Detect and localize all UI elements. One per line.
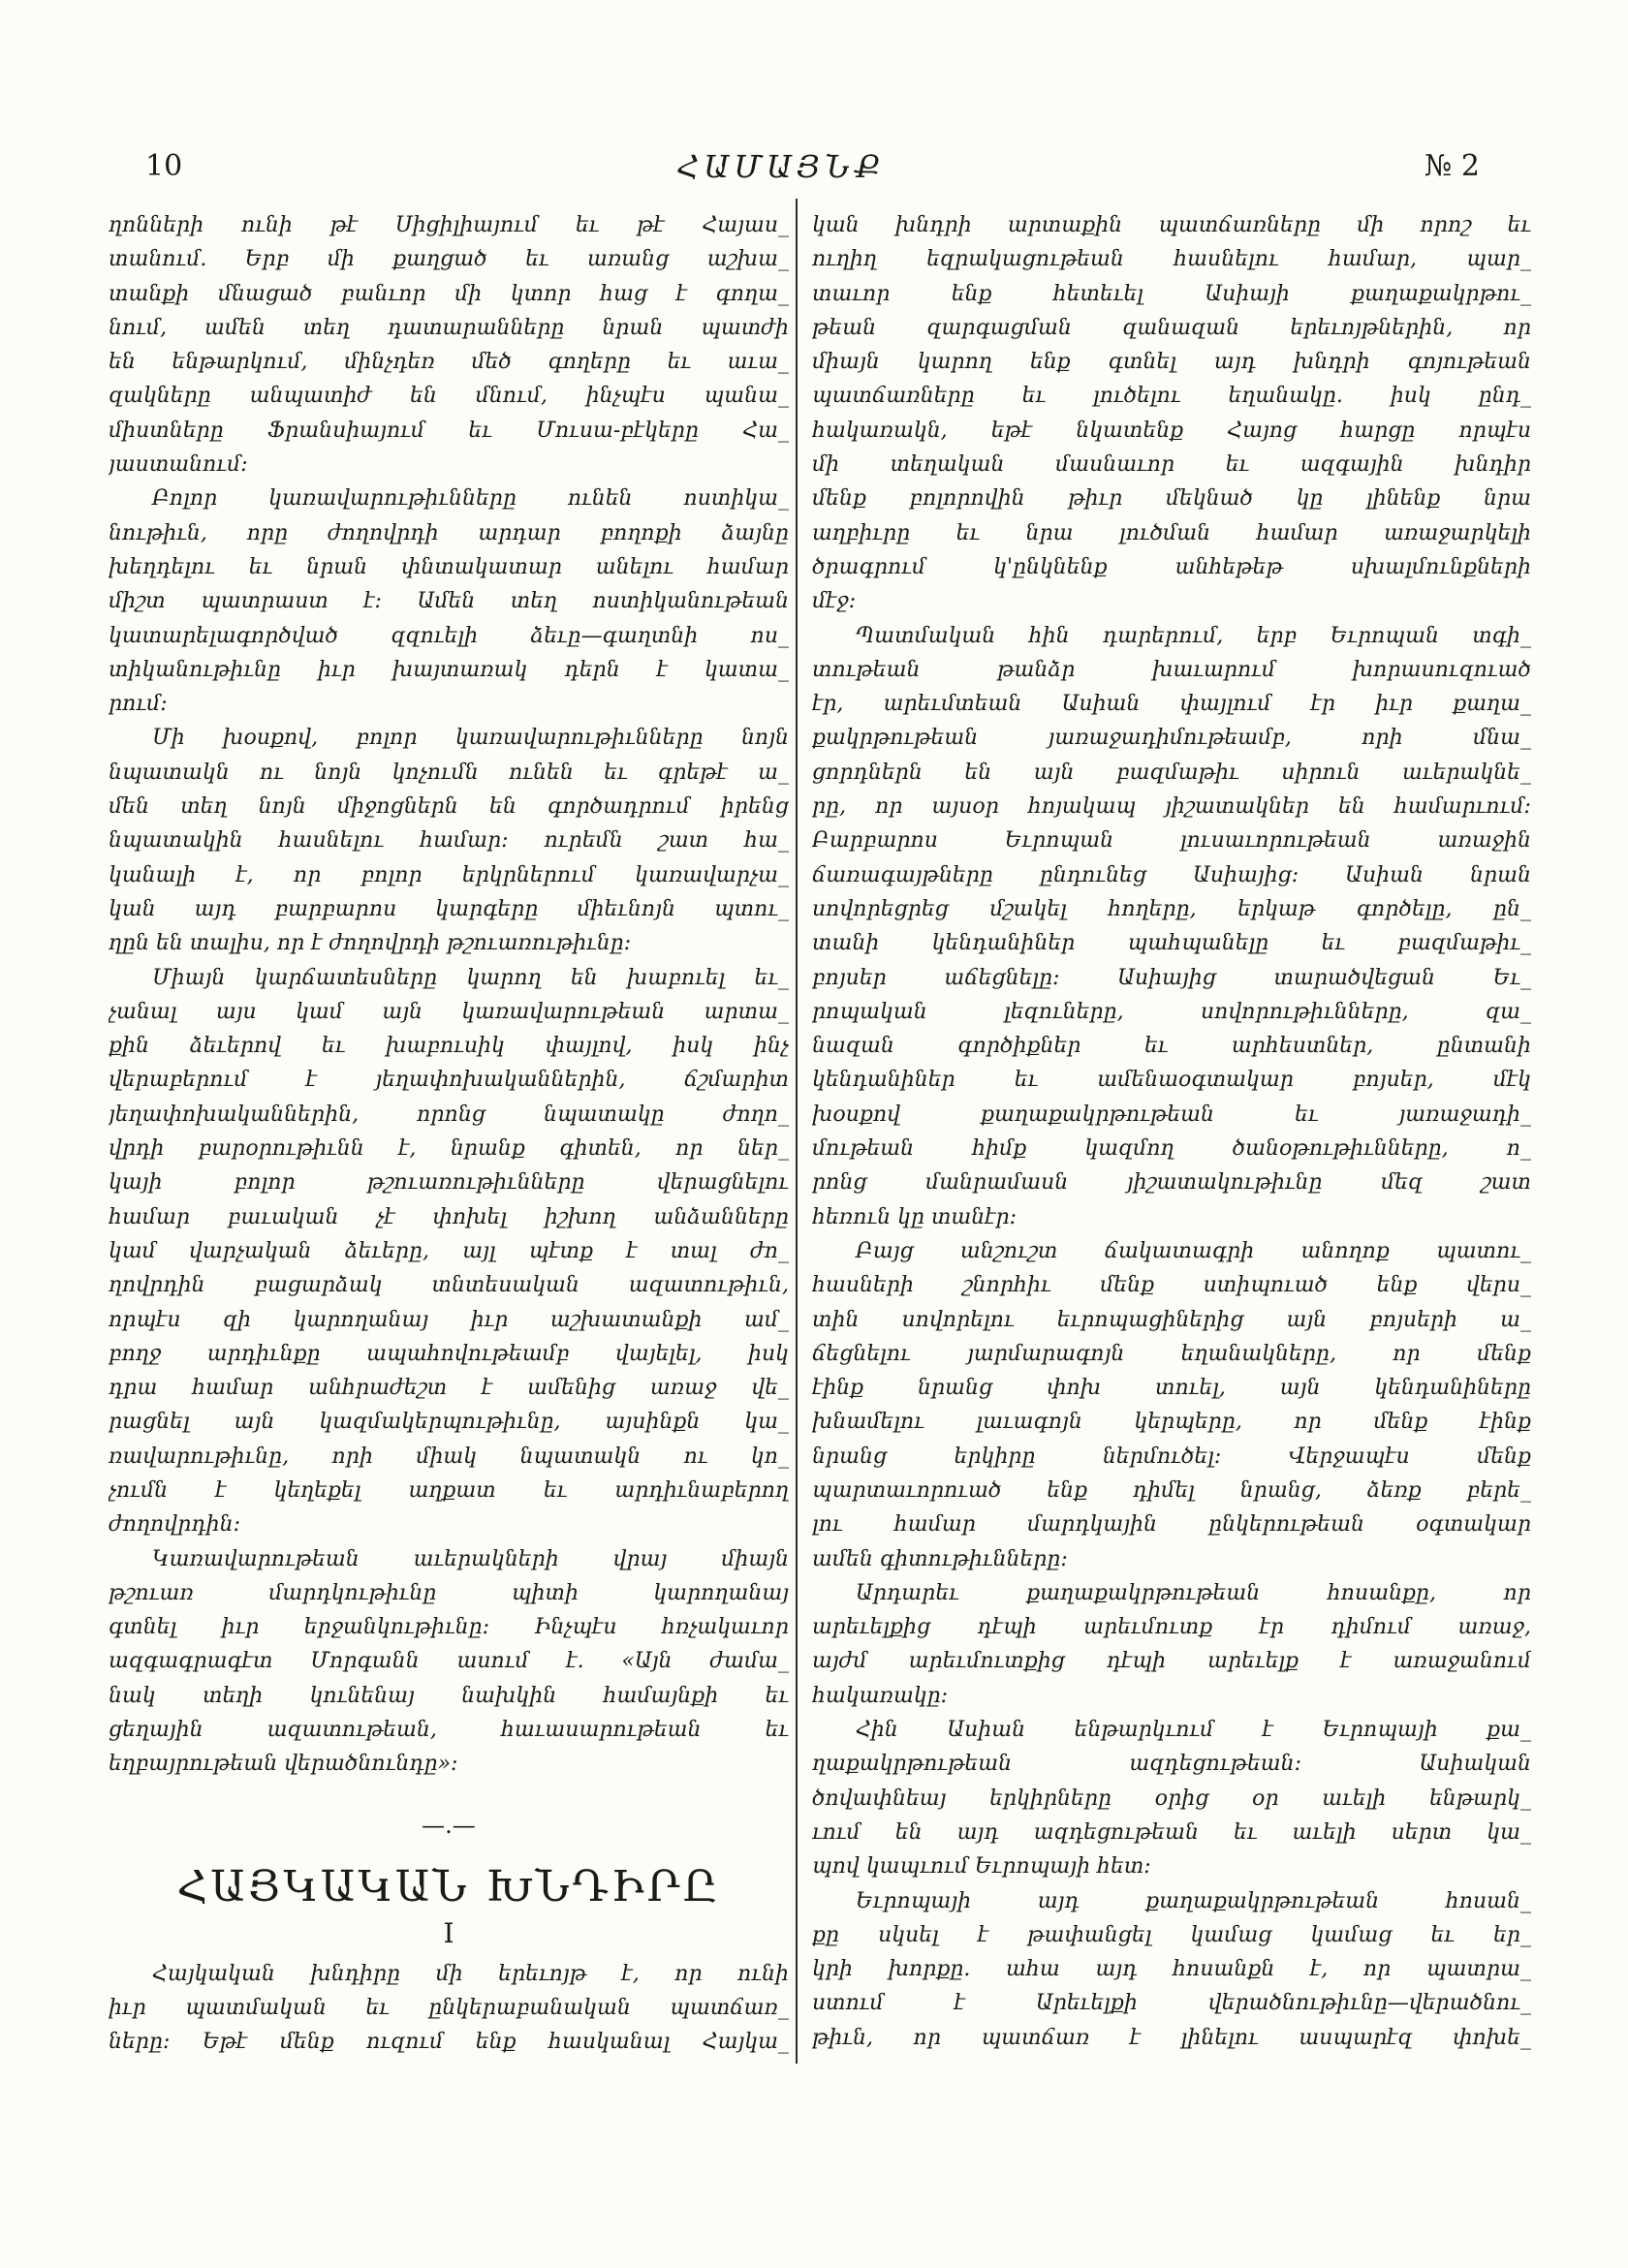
text-line: ծրագրում կ'ընկնենք անհեթեթ սխալմունքների (812, 554, 1531, 579)
text-line: րը, որ այսօր հոյակապ յիշատակներ են համարւում։ (812, 794, 1531, 820)
text-line: հակառակը։ (812, 1683, 949, 1708)
text-line: կրի խորքը. ահա այդ հոսանքն է, որ պատրա_ (812, 1957, 1531, 1982)
text-line: նրանց երկիրը ներմուծել։ Վերջապէս մենք (812, 1444, 1531, 1469)
right-column (812, 208, 1531, 2055)
text-line: մէջ։ (812, 589, 857, 614)
text-line: ցորդներն են այն բազմաթիւ սիրուն աւերակնե_ (812, 760, 1531, 785)
paragraph (812, 1713, 1531, 1883)
article-part-number: I (443, 1916, 454, 1949)
text-line: կամ վարչական ձեւերը, այլ պէտք է տալ ժո_ (109, 1238, 789, 1263)
text-line: թիւն, որ պատճառ է լինելու ասպարէզ փոխե_ (812, 2025, 1531, 2050)
text-line: Հին Ասիան ենթարկւում է Եւրոպայի քա_ (856, 1718, 1531, 1743)
text-line: այժմ արեւմուտքից դէպի արեւելք է առաջանում (812, 1649, 1531, 1674)
text-line: գտնել իւր երջանկութիւնը։ Ինչպէս հռչակաւոր (109, 1615, 789, 1640)
text-line: կատարելագործված զզուելի ձեւը—գաղտնի ոս_ (109, 623, 789, 648)
paragraph (109, 1542, 789, 1782)
text-line: միստները Ֆրանսիայում եւ Մուսա-բէկերը Հա_ (109, 418, 789, 443)
text-line: ւում են այդ ազդեցութեան եւ աւելի սերտ կա_ (812, 1819, 1531, 1845)
text-line: Եւրոպայի այդ քաղաքակրթութեան հոսան_ (856, 1888, 1531, 1913)
text-line: Կառավարութեան աւերակների վրայ միայն (152, 1546, 789, 1571)
text-line: տանում. Երբ մի քաղցած եւ առանց աշխա_ (109, 247, 789, 272)
left-column (109, 208, 789, 2060)
text-line: Պատմական հին դարերում, երբ Եւրոպան տգի_ (856, 623, 1531, 648)
text-line: դրա համար անհրաժեշտ է ամենից առաջ վե_ (109, 1376, 789, 1401)
text-line: ցեղային ազատութեան, հաւասարութեան եւ (109, 1718, 789, 1743)
text-line: աղբիւրը եւ նրա լուծման համար առաջարկելի (812, 520, 1531, 545)
text-line: չանալ այս կամ այն կառավարութեան արտա_ (109, 999, 789, 1024)
text-line: ճառագայթները ընդունեց Ասիայից։ Ասիան նրան (812, 862, 1531, 887)
text-line: նութիւն, որը ժողովրդի արդար բողոքի ձայնը (109, 520, 789, 545)
text-line: համար բաւական չէ փոխել իշխող անձանները (109, 1204, 789, 1229)
text-line: սովորեցրեց մշակել հողերը, երկաթ գործելը, ըն_ (812, 896, 1531, 921)
text-line: րացնել այն կազմակերպութիւնը, այսինքն կա_ (109, 1410, 789, 1435)
text-line: քակրթութեան յառաջադիմութեամբ, որի մնա_ (812, 726, 1531, 751)
text-line: խօսքով քաղաքակրթութեան եւ յառաջադի_ (812, 1102, 1531, 1127)
text-line: խեղդելու եւ նրան փնտակատար անելու համար (109, 554, 789, 579)
text-line: նում, ամեն տեղ դատարանները նրան պատժի (109, 315, 789, 340)
paragraph (109, 961, 789, 1542)
text-line: են ենթարկում, մինչդեռ մեծ գողերը եւ աւա_ (109, 350, 789, 375)
text-line: ները։ Եթէ մենք ուզում ենք հասկանալ Հայկա_ (109, 2030, 789, 2055)
text-line: վերաբերում է յեղափոխականներին, ճշմարիտ (109, 1068, 789, 1093)
text-line: կանալի է, որ բոլոր երկրներում կառավարչա_ (109, 862, 789, 887)
paragraph (109, 208, 789, 482)
text-line: տին սովորելու եւրոպացիներից այն բոյսերի ա_ (812, 1307, 1531, 1332)
text-line: Բոլոր կառավարութիւնները ունեն ոստիկա_ (152, 486, 789, 512)
text-line: մենք բոլորովին թիւր մեկնած կը լինենք նրա (812, 486, 1531, 512)
text-line: զակները անպատիժ են մնում, ինչպէս պանա_ (109, 384, 789, 409)
text-line: թեան զարգացման զանազան երեւոյթներին, որ (812, 315, 1531, 340)
text-line: պատճառները եւ լուծելու եղանակը. իսկ ընդ_ (812, 384, 1531, 409)
text-line: էր, արեւմտեան Ասիան փայլում էր իւր քաղա_ (812, 692, 1531, 717)
text-line: ժողովրդին։ (109, 1512, 241, 1538)
paragraph (109, 721, 789, 960)
page-number: 10 (145, 149, 183, 183)
text-line: եղբայրութեան վերածնունդը»։ (109, 1752, 458, 1777)
text-line: Արդարեւ քաղաքակրթութեան հոսանքը, որ (856, 1580, 1531, 1605)
text-line: միայն կարող ենք գտնել այդ խնդրի գոյութեան (812, 350, 1531, 375)
text-line: մութեան հիմք կազմող ծանօթութիւնները, ո_ (812, 1136, 1531, 1162)
text-line: լու համար մարդկային ընկերութեան օգտակար (812, 1512, 1531, 1538)
text-line: րոնց մանրամասն յիշատակութիւնը մեզ շատ (812, 1170, 1531, 1196)
text-line: որպէս զի կարողանայ իւր աշխատանքի ամ_ (109, 1307, 789, 1332)
text-line: պով կապւում Եւրոպայի հետ։ (812, 1854, 1151, 1880)
text-line: Հայկական խնդիրը մի երեւոյթ է, որ ունի (152, 1961, 789, 1986)
text-line: ղըն են տալիս, որ է ժողովրդի թշուառութիւնը։ (109, 931, 632, 956)
text-line: ազգագրագէտ Մորգանն ասում է. «Այն ժամա_ (109, 1649, 789, 1674)
text-line: տութեան թանձր խաւարում խորասուզուած (812, 657, 1531, 682)
text-line: ճեցնելու յարմարագոյն եղանակները, որ մենք (812, 1341, 1531, 1366)
text-line: ղովրդին բացարձակ տնտեսական ազատութիւն, (109, 1273, 789, 1298)
paragraph (812, 1234, 1531, 1576)
text-line: Բարբարոս Եւրոպան լուսաւորութեան առաջին (812, 828, 1531, 854)
text-line: նակ տեղի կունենայ նախկին համայնքի եւ (109, 1683, 789, 1708)
text-line: ծովափնեայ երկիրները օրից օր աւելի ենթարկ_ (812, 1786, 1531, 1811)
column-divider (796, 199, 798, 2064)
text-line: թշուառ մարդկութիւնը պիտի կարողանայ (109, 1580, 789, 1605)
text-line: իւր պատմական եւ ընկերաբանական պատճառ_ (109, 1995, 789, 2020)
text-line: միշտ պատրաստ է։ Ամեն տեղ ոստիկանութեան (109, 589, 789, 614)
text-line: բողջ արդիւնքը ապահովութեամբ վայելել, իսկ (109, 1341, 789, 1366)
text-line: մեն տեղ նոյն միջոցներն են գործադրում իրենց (109, 794, 789, 820)
text-line: հասների շնորհիւ մենք ստիպուած ենք վերս_ (812, 1273, 1531, 1298)
text-line: նպատակին հասնելու համար։ ուրեմն շատ հա_ (109, 828, 789, 854)
text-line: տիկանութիւնը իւր խայտառակ դերն է կատա_ (109, 657, 789, 682)
text-line: վրդի բարօրութիւնն է, նրանք գիտեն, որ ներ_ (109, 1136, 789, 1162)
text-line: րոպական լեզուները, սովորութիւնները, զա_ (812, 999, 1531, 1024)
text-line: տանքի մնացած բանւոր մի կտոր հաց է գողա_ (109, 281, 789, 306)
text-line: պարտաւորուած ենք դիմել նրանց, ձեռք բերե_ (812, 1477, 1531, 1503)
text-line: հեռուն կը տանէր։ (812, 1204, 1018, 1229)
text-line: քը սկսել է թափանցել կամաց կամաց եւ եր_ (812, 1922, 1531, 1947)
text-line: ռավարութիւնը, որի միակ նպատակն ու կո_ (109, 1444, 789, 1469)
text-line: ամեն գիտութիւնները։ (812, 1546, 1068, 1571)
text-line: կայի բոլոր թշուառութիւնները վերացնելու (109, 1170, 789, 1196)
text-line: կան խնդրի արտաքին պատճառները մի որոշ եւ (812, 213, 1531, 237)
text-line: մի տեղական մասնաւոր եւ ազգային խնդիր (812, 452, 1531, 478)
text-line: յաստանում։ (109, 452, 248, 478)
text-line: Մի խօսքով, բոլոր կառավարութիւնները նոյն (152, 726, 789, 751)
text-line: խնամելու լաւագոյն կերպերը, որ մենք էինք (812, 1410, 1531, 1435)
text-line: յեղափոխականներին, որոնց նպատակը ժողո_ (109, 1102, 789, 1127)
paragraph (109, 482, 789, 721)
paragraph (812, 1576, 1531, 1713)
text-line: հակառակն, եթէ նկատենք Հայոց հարցը որպէս (812, 418, 1531, 443)
text-line: Բայց անշուշտ ճակատագրի անողոք պատու_ (856, 1238, 1531, 1263)
text-line: տաւոր ենք հետեւել Ասիայի քաղաքակրթու_ (812, 281, 1531, 306)
text-line: Միայն կարճատեսները կարող են խաբուել եւ_ (152, 965, 789, 990)
text-line: կենդանիներ եւ ամենաօգտակար բոյսեր, մէկ (812, 1068, 1531, 1093)
article-title: ՀԱՅԿԱԿԱՆ ԽՆԴԻՐԸ (176, 1861, 721, 1911)
text-line: նպատակն ու նոյն կոչումն ունեն եւ գրեթէ ա_ (109, 760, 789, 785)
paragraph (812, 619, 1531, 1234)
issue-number: № 2 (1424, 149, 1481, 183)
text-line: ղաքակրթութեան ազդեցութեան։ Ասիական (812, 1752, 1531, 1777)
text-line: ղոնների ունի թէ Սիցիլիայում եւ թէ Հայաս_ (109, 213, 789, 237)
text-line: ուղիղ եզրակացութեան հասնելու համար, պար_ (812, 247, 1531, 272)
paragraph (109, 1957, 789, 2060)
text-line: կան այդ բարբարոս կարգերը միեւնոյն պտու_ (109, 896, 789, 921)
paragraph (812, 208, 1531, 619)
text-line: նազան գործիքներ եւ արհեստներ, ընտանի (812, 1034, 1531, 1059)
section-divider: —.— (422, 1811, 476, 1839)
text-line: էինք նրանց փոխ տուել, այն կենդանիները (812, 1376, 1531, 1401)
text-line: չումն է կեղեքել աղքատ եւ արդիւնաբերող (109, 1477, 789, 1503)
text-line: րում։ (109, 692, 168, 717)
paragraph (812, 1884, 1531, 2055)
text-line: բոյսեր աճեցնելը։ Ասիայից տարածվեցան Եւ_ (812, 965, 1531, 990)
text-line: ստում է Արեւելքի վերածնութիւնը—վերածնու_ (812, 1991, 1531, 2016)
text-line: տանի կենդանիներ պահպանելը եւ բազմաթիւ_ (812, 931, 1531, 956)
text-line: քին ձեւերով եւ խաբուսիկ փայլով, իսկ ինչ (109, 1034, 789, 1059)
text-line: արեւելքից դէպի արեւմուտք էր դիմում առաջ, (812, 1615, 1531, 1640)
journal-title: ՀԱՄԱՅՆՔ (676, 148, 886, 185)
